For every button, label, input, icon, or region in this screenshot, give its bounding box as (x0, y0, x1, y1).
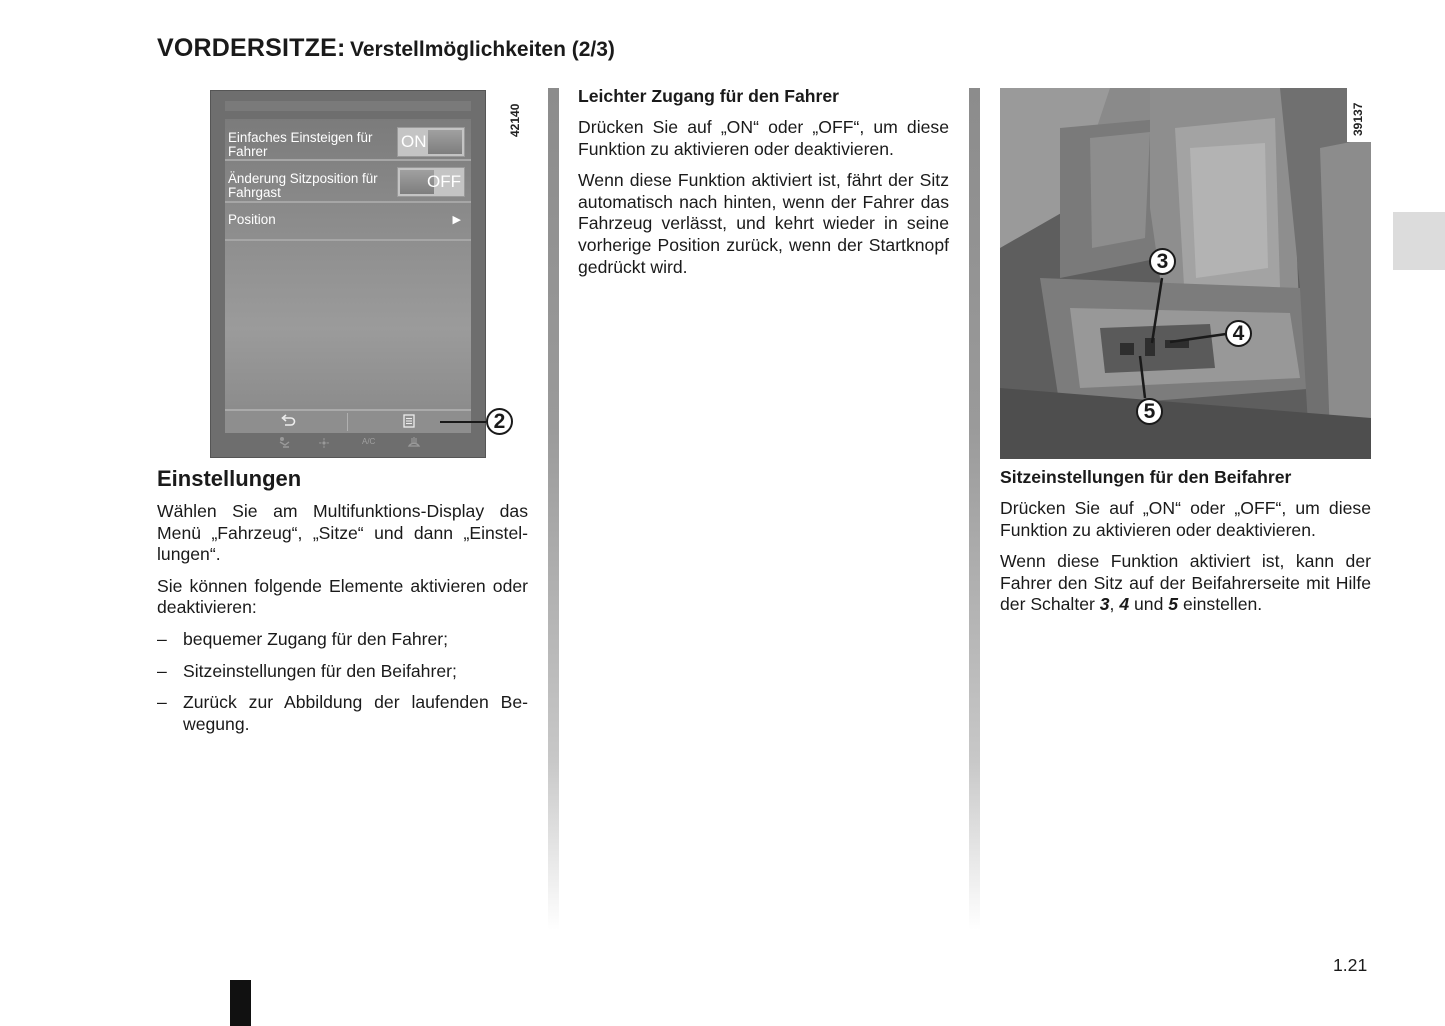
column-divider (969, 88, 980, 930)
menu-item-label: Position (228, 212, 276, 227)
climate-bar (225, 433, 471, 453)
page-number: 1.21 (1333, 955, 1368, 975)
list-item-text: Sitzeinstellungen für den Beifahrer; (183, 660, 457, 681)
ac-label: A/C (362, 437, 376, 446)
menu-item-position (225, 205, 471, 241)
switch-ref-5: 5 (1168, 594, 1179, 615)
menu-item-easy-entry (225, 123, 471, 161)
passenger-seat-paragraph-2 (1000, 551, 1371, 616)
toggle-state: ON (401, 132, 427, 151)
list-item (157, 629, 528, 651)
page-title-sub: Verstellmöglichkeiten (2/3) (349, 38, 615, 61)
image-code: 42140 (508, 103, 522, 137)
driver-access-paragraph-2: Wenn diese Funktion aktiviert ist, fährt der Sitz automatisch nach hinten, wenn der Fahrer das Fahrzeug verlässt, und kehrt wieder in seine vorherige Position zurück, wenn der Startknopf gedrückt wird. (578, 170, 949, 277)
toggle-state: OFF (427, 172, 461, 191)
driver-access-paragraph-1: Drücken Sie auf „ON“ oder „OFF“, um diese Funktion zu aktivieren oder deaktivieren. (578, 117, 949, 159)
airflow-icon (277, 436, 293, 450)
fan-icon (317, 436, 331, 450)
seat-photo (1000, 88, 1371, 459)
toggle-passenger-seat (397, 167, 465, 197)
toggle-knob (428, 130, 462, 154)
display-illustration (210, 90, 486, 458)
menu-item-label: Einfaches Einsteigen für Fahrer (228, 130, 373, 159)
page-title-main: VORDERSITZE: (157, 34, 346, 62)
settings-section (157, 466, 528, 735)
settings-paragraph-1: Wählen Sie am Multifunktions-Display das Menü „Fahrzeug“, „Sitze“ und dann „Einstel-lungen“. (157, 501, 528, 565)
settings-paragraph-2: Sie können folgende Elemente aktivieren oder deaktivieren: (157, 575, 528, 618)
switch-ref-4: 4 (1119, 594, 1130, 615)
menu-item-passenger-seat (225, 163, 471, 203)
display-screen (225, 119, 471, 419)
passenger-seat-paragraph-1: Drücken Sie auf „ON“ oder „OFF“, um diese Funktion zu aktivieren oder deaktivieren. (1000, 498, 1371, 540)
callout-2: 2 (486, 408, 513, 435)
seat-illustration (1000, 88, 1371, 459)
callout-leader-line (440, 421, 486, 423)
paragraph-text: und (1129, 594, 1169, 615)
driver-access-heading: Leichter Zugang für den Fahrer (578, 86, 840, 106)
back-arrow-icon (280, 414, 296, 428)
driver-access-section (578, 86, 949, 278)
switch-ref-3: 3 (1099, 594, 1110, 615)
list-item (157, 661, 528, 683)
column-divider (548, 88, 559, 930)
defrost-icon (407, 435, 421, 449)
image-code: 39137 (1351, 102, 1365, 136)
settings-heading: Einstellungen (157, 466, 302, 491)
display-bottom-bar (225, 409, 471, 433)
list-item-text: Zurück zur Abbildung der laufenden Be-wegung. (183, 692, 528, 734)
paragraph-text: einstellen. (1178, 594, 1263, 615)
menu-item-label: Änderung Sitzposition für Fahrgast (228, 171, 378, 200)
paragraph-text: Wenn diese Funktion aktiviert ist, kann der Fahrer den Sitz auf der Beifahrerseite mit Hilfe der Schalter (1000, 551, 1371, 615)
bar-divider (347, 413, 348, 431)
toggle-easy-entry (397, 127, 465, 157)
callout-4: 4 (1225, 320, 1252, 347)
list-dash: – (157, 660, 167, 681)
page-marker-bar (230, 980, 251, 1026)
menu-icon (403, 414, 415, 428)
callout-5: 5 (1136, 398, 1163, 425)
paragraph-text: , (1109, 594, 1120, 615)
page-title (157, 34, 615, 63)
list-item-text: bequemer Zugang für den Fahrer; (183, 628, 449, 649)
chapter-tab (1393, 212, 1445, 270)
list-item (157, 692, 528, 735)
callout-3: 3 (1149, 248, 1176, 275)
chevron-right-icon: ▶ (452, 214, 461, 226)
passenger-seat-section (1000, 467, 1371, 616)
display-top-bar (225, 101, 471, 111)
list-dash: – (157, 692, 167, 713)
list-dash: – (157, 628, 167, 649)
passenger-seat-heading: Sitzeinstellungen für den Beifahrer (1000, 467, 1292, 487)
